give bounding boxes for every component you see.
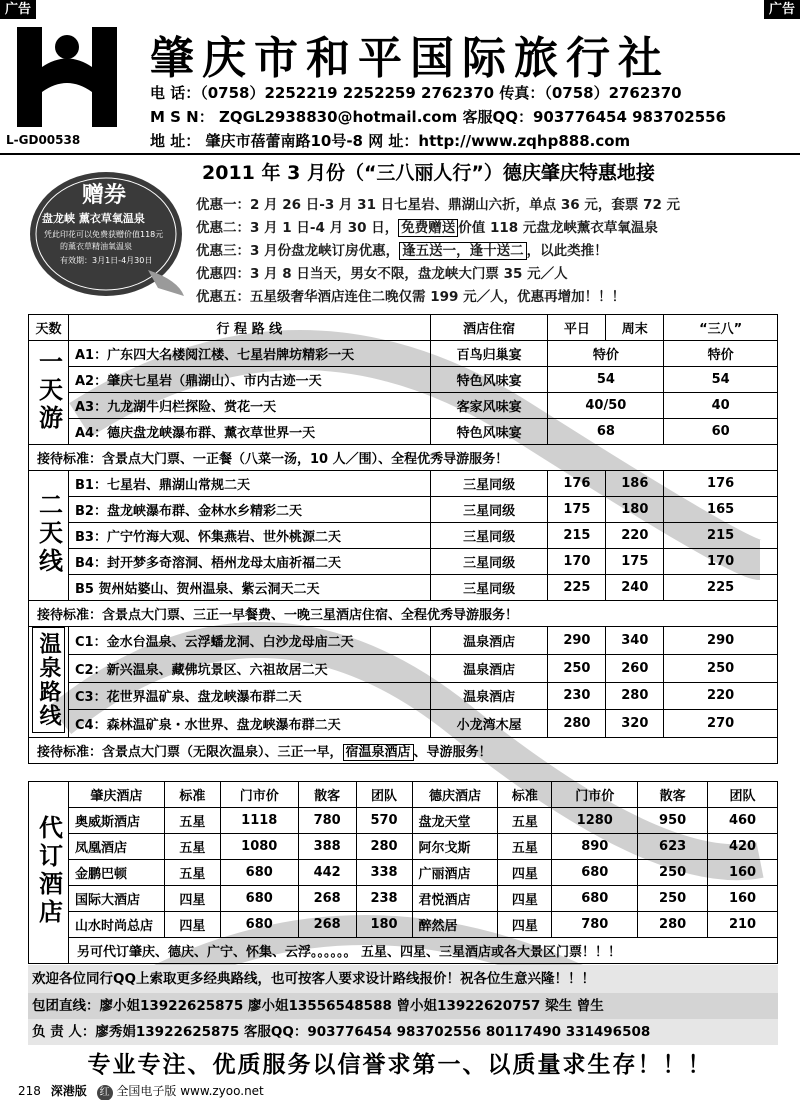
website-label: 全国电子版 www.zyoo.net bbox=[116, 1084, 264, 1098]
company-name: 肇庆市和平国际旅行社 bbox=[150, 33, 670, 84]
phone-line: 电 话：（0758）2252219 2252259 2762370 传真：（0758）2762370 bbox=[150, 84, 682, 102]
msn-line: M S N： ZQGL2938830@hotmail.com 客服QQ：903776454 983702556 bbox=[150, 108, 727, 126]
table-row: 金鹏巴顿 五星 680 442 338 广丽酒店 四星 680 250 160 bbox=[29, 860, 778, 886]
group-contact-line: 包团直线：廖小姐13922625875 廖小姐13556548588 曾小姐13922620757 梁生 曾生 bbox=[28, 993, 778, 1019]
promo-title: 2011 年 3 月份（“三八丽人行”）德庆肇庆特惠地接 bbox=[202, 162, 655, 184]
table-row: A3：九龙湖牛归栏探险、赏花一天 客家风味宴 40/50 40 bbox=[29, 393, 778, 419]
col-women-day: “三八” bbox=[664, 315, 778, 341]
offer-1: 优惠一：2 月 26 日-3 月 31 日七星岩、鼎湖山六折，单点 36 元，套票 72 元 bbox=[196, 197, 681, 213]
hotel-note-row: 另可代订肇庆、德庆、广宁、怀集、云浮。。。。。。 五星、四星、三星酒店或各大景区门票！！！ bbox=[29, 938, 778, 964]
table-header-row bbox=[29, 315, 778, 341]
slogan: 专业专注、优质服务以信誉求第一、以质量求生存！！！ bbox=[87, 1052, 713, 1078]
hot-spring-label: 温泉路线 bbox=[29, 627, 69, 738]
table-row: 山水时尚总店 四星 680 268 180 醉然居 四星 780 280 210 bbox=[29, 912, 778, 938]
table-row: C2：新兴温泉、藏佛坑景区、六祖故居二天 温泉酒店 250 260 250 bbox=[29, 654, 778, 682]
offer-5: 优惠五：五星级奢华酒店连住二晚仅需 199 元／人，优惠再增加！！！ bbox=[196, 289, 626, 305]
hotel-header-row: 代订酒店 肇庆酒店 标准 门市价 散客 团队 德庆酒店 标准 门市价 散客 团队 bbox=[29, 782, 778, 808]
booking-deal-box: 逢五送一，逢十送二 bbox=[399, 242, 527, 260]
standard-row: 接待标准：含景点大门票、一正餐（八菜一汤，10 人／围）、全程优秀导游服务！ bbox=[29, 445, 778, 471]
header bbox=[0, 0, 800, 155]
offer-3: 优惠三：3 月份盘龙峡订房优惠， 逢五送一，逢十送二 ，以此类推！ bbox=[196, 243, 608, 259]
ad-label-right: 广告 bbox=[764, 0, 800, 19]
voucher-line2: 凭此印花可以免费获赠价值118元 bbox=[44, 230, 164, 239]
table-row: A2：肇庆七星岩（鼎湖山）、市内古迹一天 特色风味宴 54 54 bbox=[29, 367, 778, 393]
table-row: C4：森林温矿泉・水世界、盘龙峡瀑布群二天 小龙湾木屋 280 320 270 bbox=[29, 710, 778, 738]
table-row: A4：德庆盘龙峡瀑布群、薰衣草世界一天 特色风味宴 68 60 bbox=[29, 419, 778, 445]
table-row: 国际大酒店 四星 680 268 238 君悦酒店 四星 680 250 160 bbox=[29, 886, 778, 912]
two-day-label: 二天线 bbox=[29, 471, 69, 601]
standard-row: 接待标准：含景点大门票、三正一早餐费、一晚三星酒店住宿、全程优秀导游服务！ bbox=[29, 601, 778, 627]
edition-label: 深港版 bbox=[50, 1084, 87, 1098]
company-logo-icon bbox=[12, 22, 122, 132]
col-weekend: 周末 bbox=[606, 315, 664, 341]
table-row: 一天游 A1：广东四大名楼阅江楼、七星岩牌坊精彩一天 百鸟归巢宴 特价 特价 bbox=[29, 341, 778, 367]
table-row: 温泉路线 C1：金水台温泉、云浮蟠龙洞、白沙龙母庙二天 温泉酒店 290 340 290 bbox=[29, 627, 778, 655]
voucher-line3: 的薰衣草精油氧温泉 bbox=[60, 242, 132, 251]
hotel-label: 代订酒店 bbox=[29, 782, 69, 964]
standard-row: 接待标准：含景点大门票（无限次温泉）、三正一早， 宿温泉酒店 、导游服务！ bbox=[29, 738, 778, 764]
offer-4: 优惠四：3 月 8 日当天，男女不限，盘龙峡大门票 35 元／人 bbox=[196, 266, 568, 282]
table-row: B2：盘龙峡瀑布群、金林水乡精彩二天 三星同级 175 180 165 bbox=[29, 497, 778, 523]
table-row: 二天线 B1：七星岩、鼎湖山常规二天 三星同级 176 186 176 bbox=[29, 471, 778, 497]
offer-2: 优惠二：3 月 1 日-4 月 30 日， 免费赠送 价值 118 元盘龙峡薰衣草氧温泉 bbox=[196, 220, 658, 236]
voucher-title: 赠券 bbox=[82, 183, 127, 208]
tour-table bbox=[28, 314, 778, 764]
voucher-line1: 盘龙峡 薰衣草氧温泉 bbox=[42, 212, 145, 225]
col-weekday: 平日 bbox=[548, 315, 606, 341]
col-days: 天数 bbox=[29, 315, 69, 341]
welcome-banner: 欢迎各位同行QQ上索取更多经典路线，也可按客人要求设计路线报价！祝各位生意兴隆！！！ bbox=[28, 965, 778, 993]
table-row: 奥威斯酒店 五星 1118 780 570 盘龙天堂 五星 1280 950 460 bbox=[29, 808, 778, 834]
col-route: 行 程 路 线 bbox=[68, 315, 430, 341]
page-number: 218 bbox=[18, 1084, 41, 1098]
one-day-label: 一天游 bbox=[29, 341, 69, 445]
table-row: B3：广宁竹海大观、怀集燕岩、世外桃源二天 三星同级 215 220 215 bbox=[29, 523, 778, 549]
page-footer bbox=[18, 1082, 264, 1100]
table-row: B4：封开梦多奇溶洞、梧州龙母太庙祈福二天 三星同级 170 175 170 bbox=[29, 549, 778, 575]
address-line: 地 址： 肇庆市蓓蕾南路10号-8 网 址：http://www.zqhp888.com bbox=[150, 132, 631, 150]
license-code: L-GD00538 bbox=[6, 133, 81, 147]
voucher-line4: 有效期：3月1日-4月30日 bbox=[60, 256, 153, 265]
col-hotel: 酒店住宿 bbox=[430, 315, 548, 341]
table-row: B5 贺州姑婆山、贺州温泉、紫云洞天二天 三星同级 225 240 225 bbox=[29, 575, 778, 601]
hot-spring-hotel-box: 宿温泉酒店 bbox=[343, 744, 414, 761]
manager-contact-line: 负 责 人：廖秀娟13922625875 客服QQ：903776454 983702556 80117490 331496508 bbox=[28, 1019, 778, 1045]
edition-badge-icon: 红 bbox=[97, 1085, 113, 1100]
table-row: C3：花世界温矿泉、盘龙峡瀑布群二天 温泉酒店 230 280 220 bbox=[29, 682, 778, 710]
hotel-table bbox=[28, 781, 778, 964]
ad-label-left: 广告 bbox=[0, 0, 36, 19]
free-gift-box: 免费赠送 bbox=[398, 219, 458, 237]
table-row: 凤凰酒店 五星 1080 388 280 阿尔戈斯 五星 890 623 420 bbox=[29, 834, 778, 860]
